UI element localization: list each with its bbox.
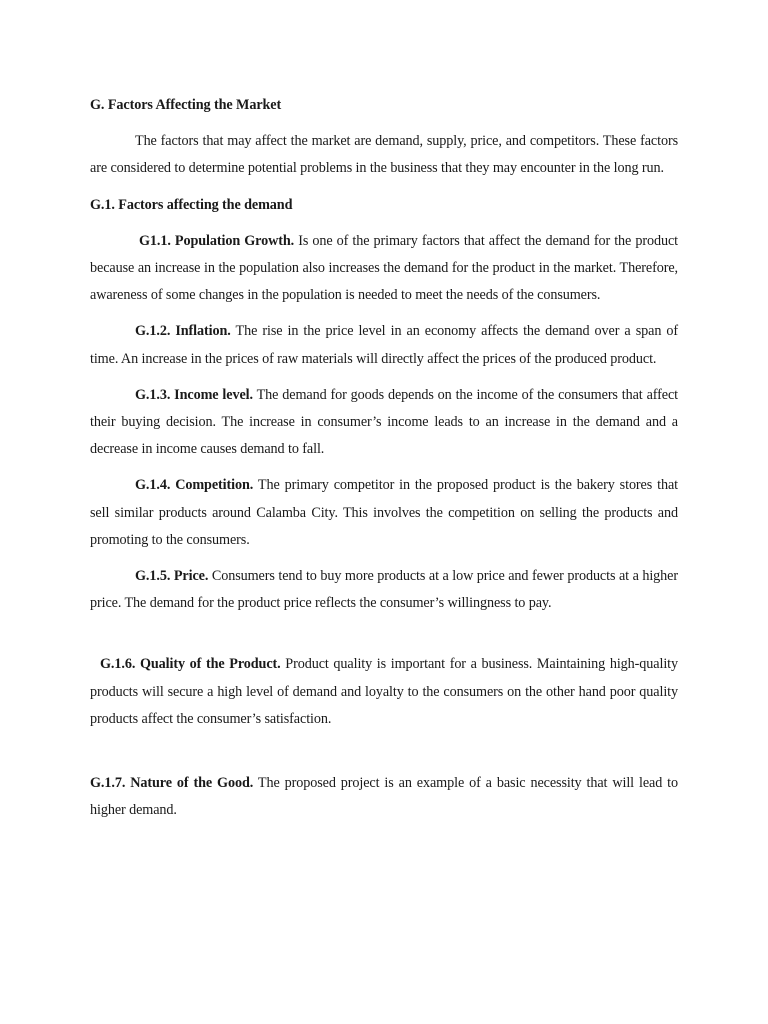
item-text: The demand for goods depends on the income of the consumers that affect their buying decision. The increase in consumer’s income leads to an increase in the demand and a decrease in income causes demand to fall.: [90, 386, 678, 458]
item-text: Product quality is important for a business. Maintaining high-quality products will secure a high level of demand and loyalty to the consumers on the other hand poor quality products affect the consumer’s satisfaction.: [90, 656, 679, 727]
paragraph-nature-of-good: [90, 770, 678, 824]
item-label: G.1.6. Quality of the Product.: [100, 656, 281, 673]
item-label: G1.1. Population Growth.: [139, 232, 295, 249]
paragraph-income-level: [90, 382, 678, 464]
paragraph-population-growth: [90, 228, 678, 310]
item-label: G.1.4. Competition.: [135, 477, 254, 494]
item-text: The rise in the price level in an economy affects the demand over a span of time. An increase in the prices of raw materials will directly affect the prices of the produced product.: [90, 323, 678, 367]
paragraph-inflation: [90, 318, 678, 372]
paragraph-price: [90, 563, 678, 617]
intro-paragraph: The factors that may affect the market are demand, supply, price, and competitors. These factors are considered to determine potential problems in the business that they may encounter in the long run.: [90, 133, 678, 177]
item-text: Consumers tend to buy more products at a low price and fewer products at a higher price. The demand for the product price reflects the consumer’s willingness to pay.: [90, 568, 678, 612]
item-label: G.1.3. Income level.: [135, 386, 253, 403]
item-label: G.1.2. Inflation.: [135, 323, 231, 340]
paragraph-competition: [90, 472, 678, 554]
item-text: The proposed project is an example of a basic necessity that will lead to higher demand.: [90, 775, 678, 819]
subsection-heading: G.1. Factors affecting the demand: [90, 196, 293, 213]
item-label: G.1.7. Nature of the Good.: [90, 775, 254, 792]
item-label: G.1.5. Price.: [135, 568, 209, 585]
section-heading: G. Factors Affecting the Market: [90, 97, 282, 113]
item-text: Is one of the primary factors that affect the demand for the product because an increase in the population also increases the demand for the product in the market. Therefore, awareness of some changes in the population is needed to meet the needs of the consumers.: [90, 232, 678, 304]
paragraph-quality-of-product: [90, 651, 678, 733]
item-text: The primary competitor in the proposed product is the bakery stores that sell similar products around Calamba City. This involves the competition on selling the products and promoting to the consumers.: [90, 477, 678, 548]
